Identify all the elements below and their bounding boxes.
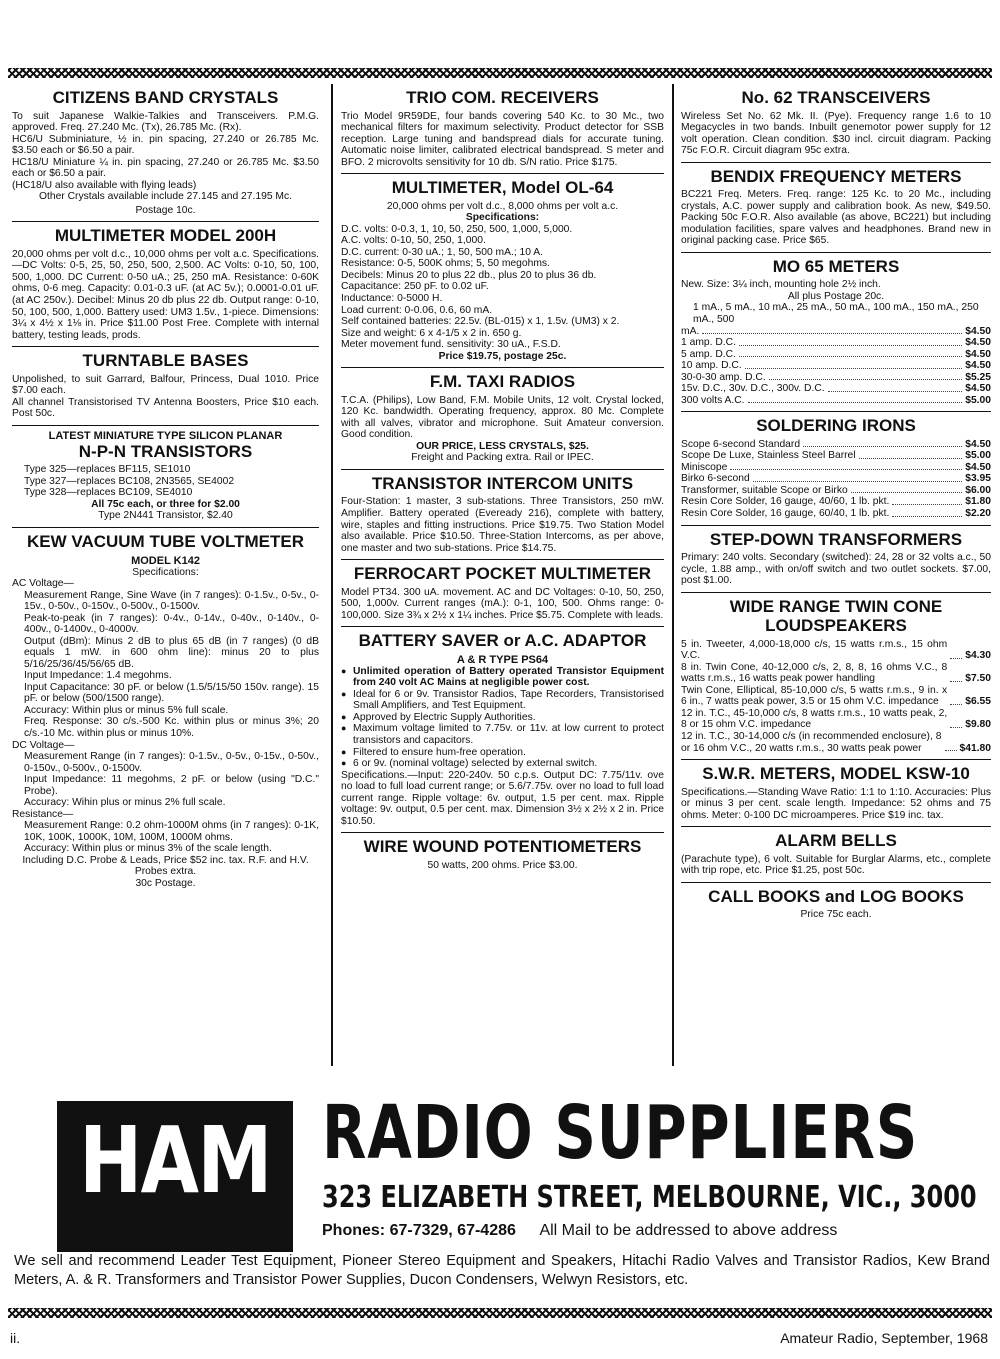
ad-title: CALL BOOKS and LOG BOOKS [708, 886, 964, 906]
ad-title: FERROCART POCKET MULTIMETER [353, 564, 652, 584]
ad-subtitle: LATEST MINIATURE TYPE SILICON PLANAR [48, 429, 283, 442]
ad-step-down-transformers [681, 526, 991, 593]
ad-title: TRIO COM. RECEIVERS [406, 88, 599, 107]
ad-text: Input Impedance: 1.4 megohms. [24, 670, 172, 682]
price-list [681, 439, 991, 520]
price-row [681, 450, 991, 462]
item-price: $4.50 [965, 360, 991, 372]
ad-trio-receivers [341, 84, 664, 174]
item-label: 12 in. T.C., 45-10,000 c/s, 8 watts r.m.s., 10 watts peak, 2, 8 or 15 ohm V.C. impedance [681, 707, 948, 731]
list-item: ● Approved by Electric Supply Authorities. [341, 712, 664, 724]
ad-title: MULTIMETER MODEL 200H [54, 226, 277, 246]
price-row [681, 496, 991, 508]
ad-citizens-band-crystals [12, 84, 319, 222]
ad-title: SOLDERING IRONS [756, 416, 916, 436]
ad-battery-saver [341, 627, 664, 833]
price-row [681, 731, 991, 754]
ad-text: Freight and Packing extra. Rail or IPEC. [411, 452, 594, 464]
ad-text: Measurement Range: 0.2 ohm-1000M ohms (in 7 ranges): 0-1K, 10K, 100K, 1000K, 10M, 100M, 1000M ohms. [24, 820, 319, 843]
ad-text: 50 watts, 200 ohms. Price $3.00. [427, 859, 578, 871]
ad-ferrocart-multimeter [341, 560, 664, 627]
phone-numbers: Phones: 67-7329, 67-4286 [322, 1222, 516, 1239]
item-label: 30-0-30 amp. D.C. [681, 371, 766, 383]
item-price: $7.50 [965, 673, 991, 685]
ad-title: MULTIMETER, Model OL-64 [391, 178, 614, 198]
ad-text: Specifications.—Input: 220-240v. 50 c.p.s. Output DC: 7.75/11v. ove no load to full load current range; or 5.6/7.75v. over no load to full load current range. Ripple voltage: 6v. output, 1.5 per cent. max. Ripple voltage: 9v. output, 0.5 per cent. max. Dimension 3½ x 2½ x 2 in. Price $10.50. [341, 769, 664, 827]
ad-text: Other Crystals available include 27.145 and 27.195 Mc. [39, 191, 292, 203]
ad-text: Peak-to-peak (in 7 ranges): 0-4v., 0-14v., 0-40v., 0-140v., 0-400v., 0-1400v., 0-4000v. [24, 612, 319, 636]
item-price: $4.50 [965, 438, 991, 450]
ad-text: Accuracy: Within plus or minus 3% of the scale length. [24, 843, 272, 855]
ad-subtitle: A & R TYPE PS64 [456, 653, 549, 666]
item-price: $9.80 [965, 719, 991, 731]
ad-text: Capacitance: 250 pF. to 0.02 uF. [341, 281, 489, 293]
ad-kew-vtvm [12, 528, 319, 894]
ad-mo65-meters [681, 253, 991, 412]
ad-text: (Parachute type), 6 volt. Suitable for Burglar Alarms, etc., complete with trip rope, etc. Price $1.25, post 50c. [681, 853, 991, 877]
ad-text: A.C. volts: 0-10, 50, 250, 1,000. [341, 235, 486, 247]
price-row [681, 462, 991, 474]
ad-title: WIRE WOUND POTENTIOMETERS [363, 837, 642, 857]
item-price: $5.00 [965, 394, 991, 406]
item-label: 5 in. Tweeter, 4,000-18,000 c/s, 15 watts r.m.s., 15 ohm V.C. [681, 638, 948, 662]
ad-text: Inductance: 0-5000 H. [341, 293, 443, 304]
item-price: $4.50 [965, 461, 991, 473]
ad-text: Accuracy: Within plus or minus 5% full scale. [24, 704, 229, 716]
price-row [681, 473, 991, 485]
list-item: ● Maximum voltage limited to 7.75v. or 11v. at low current to protect transistors and capacitors. [341, 723, 664, 746]
column-divider [672, 84, 674, 1066]
ad-text: Measurement Range (in 7 ranges): 0-1.5v., 0-5v., 0-15v., 0-50v., 0-150v., 0-500v., 0-1500v. [24, 751, 319, 774]
ad-text: Input Capacitance: 30 pF. or below (1.5/5/15/50 150v. range). 15 pF. or below (500/1500 range). [24, 681, 319, 705]
ad-text: Including D.C. Probe & Leads, Price $52 inc. tax. R.F. and H.V. Probes extra. [22, 854, 309, 878]
ad-title: STEP-DOWN TRANSFORMERS [709, 529, 963, 549]
ad-text: Freq. Response: 30 c/s.-500 Kc. within plus or minus 3%; 20 c/s.-10 Mc. within plus or minus 10%. [24, 716, 319, 739]
ad-text: Type 2N441 Transistor, $2.40 [98, 510, 233, 522]
ad-text: OUR PRICE, LESS CRYSTALS, $25. [416, 440, 589, 452]
ad-text: Decibels: Minus 20 to plus 22 db., plus 20 to plus 36 db. [341, 269, 597, 281]
price-row [681, 662, 991, 685]
ad-text: Resistance: 0-5, 500K ohms; 5, 50 megohms. [341, 258, 550, 270]
ad-text: Postage 10c. [135, 204, 196, 216]
ad-title: TRANSISTOR INTERCOM UNITS [371, 473, 634, 493]
ad-no62-transceivers [681, 84, 991, 163]
ad-text: Measurement Range, Sine Wave (in 7 ranges): 0-1.5v., 0-5v., 0-15v., 0-50v., 0-150v., 0-500v., 0-1500v. [24, 589, 319, 613]
item-price: $6.00 [965, 484, 991, 496]
item-label: Miniscope [681, 461, 728, 473]
ad-text: D.C. current: 0-30 uA.; 1, 50, 500 mA.; 10 A. [341, 246, 544, 258]
ad-swr-meters [681, 760, 991, 827]
ad-text: Load current: 0-0.06, 0.6, 60 mA. [341, 304, 493, 316]
ad-transistor-intercom [341, 470, 664, 560]
ad-text: Model PT34. 300 uA. movement. AC and DC Voltages: 0-10, 50, 250, 500, 1,000v. Current ranges (mA.): 0-1, 100, 500. Ohms range: 0-100,000. Size 3¾ x 2½ x 1¼ inches. Price $5.75. Complete with leads. [341, 586, 664, 621]
ad-title: S.W.R. METERS, MODEL KSW-10 [702, 764, 970, 784]
ad-text: Self contained batteries: 22.5v. (BL-015) x 1, 1.5v. (UM3) x 2. [341, 316, 620, 328]
ad-text: Type 325—replaces BF115, SE1010 [24, 464, 191, 476]
ad-text: To suit Japanese Walkie-Talkies and Transceivers. P.M.G. approved. Freq. 27.240 Mc. (Tx), 26.785 Mc. (Rx). [12, 110, 319, 134]
top-decorative-border [8, 68, 992, 78]
item-label: 1 amp. D.C. [681, 337, 736, 349]
ham-logo [57, 1101, 293, 1252]
journal-credit: Amateur Radio, September, 1968 [780, 1330, 988, 1346]
ad-text: Primary: 240 volts. Secondary (switched): 24, 28 or 32 volts a.c., 50 cycle, 1.88 amp., with on/off switch and two outlet sockets. $7.00, post $1.00. [681, 552, 991, 587]
ad-text: Specifications: [465, 212, 540, 224]
list-item: ● Ideal for 6 or 9v. Transistor Radios, Tape Recorders, Transistorised Small Amplifiers, and Test Equipment. [341, 689, 664, 712]
ad-fm-taxi-radios [341, 368, 664, 470]
item-label: 12 in. T.C., 30-14,000 c/s (in recommended enclosure), 8 or 16 ohm V.C., 20 watts r.m.s., 30 watts peak power [681, 731, 942, 754]
ad-text: All plus Postage 20c. [787, 290, 885, 302]
item-label: 8 in. Twin Cone, 40-12,000 c/s, 2, 8, 8, 16 ohms V.C., 8 watts r.m.s., 16 watts peak power handling [681, 661, 948, 685]
price-list [681, 639, 991, 754]
item-price: $4.30 [965, 650, 991, 662]
ad-text: Type 328—replaces BC109, SE4010 [24, 487, 193, 499]
ad-text: T.C.A. (Philips), Low Band, F.M. Mobile Units, 12 volt. Crystal locked, 120 Kc. bandwidth. Operating frequency, approx. 80 Mc. Complete with all valves, vibrator and microphone. Suit Amateur conversion. Good condition. [341, 394, 664, 441]
ad-title: BATTERY SAVER or A.C. ADAPTOR [358, 631, 647, 651]
ad-text: DC Voltage— [12, 739, 75, 751]
item-price: $5.00 [965, 450, 991, 462]
price-row [681, 383, 991, 395]
item-price: $5.25 [965, 371, 991, 383]
ad-wire-wound-pots [341, 833, 664, 876]
ad-turntable-bases [12, 347, 319, 426]
ad-subtitle: MODEL K142 [131, 554, 200, 567]
ad-call-books [681, 883, 991, 926]
item-label: mA. [681, 325, 700, 337]
column-middle [341, 84, 664, 876]
ad-text: BC221 Freq. Meters. Freq. range: 125 Kc. to 20 Mc., including crystals, A.C. power supply and calibration book. As new, $49.50. Packing 50c F.O.R. Also available (as above, BC221) but including modulation facilities, spare valves and headphones. Brand new in original packing case. Price $65. [681, 189, 991, 247]
ad-title: ALARM BELLS [775, 831, 897, 851]
ad-title: No. 62 TRANSCEIVERS [741, 88, 931, 107]
ad-multimeter-ol64 [341, 174, 664, 368]
ad-soldering-irons [681, 412, 991, 525]
mail-note: All Mail to be addressed to above address [539, 1222, 838, 1239]
item-price: $4.50 [965, 337, 991, 349]
page-number: ii. [10, 1330, 21, 1346]
ad-multimeter-200h [12, 222, 319, 347]
we-sell-text: We sell and recommend Leader Test Equipment, Pioneer Stereo Equipment and Speakers, Hitachi Radio Valves and Transistor Radios, Kew Brand Meters, A. & R. Transformers and Transistor Power Supplies, Ducon Condensers, Welwyn Resistors, etc. [14, 1253, 990, 1288]
ad-text: Input Impedance: 11 megohms, 2 pF. or below (using "D.C." Probe). [24, 774, 319, 797]
ad-text: Size and weight: 6 x 4-1/5 x 2 in. 650 g. [341, 327, 522, 339]
ad-text: All 75c each, or three for $2.00 [91, 498, 240, 510]
price-row [681, 349, 991, 361]
ad-text: (HC18/U also available with flying leads) [12, 179, 197, 191]
price-row [681, 685, 991, 708]
item-price: $41.80 [959, 742, 991, 754]
item-price: $2.20 [965, 508, 991, 519]
price-row [681, 337, 991, 349]
ad-title: WIDE RANGE TWIN CONE LOUDSPEAKERS [729, 596, 943, 636]
item-price: $3.95 [965, 473, 991, 485]
ad-text: 20,000 ohms per volt d.c., 10,000 ohms per volt a.c. Specifications.—DC Volts: 0-5, 25, 50, 250, 500, 2,500. AC Volts: 0-10, 50, 100, 500, 1,000. DC Current: 0-50 uA.; 25, 250 mA. Resistance: 0-60K ohms, 0-6 meg. Capacity: 0.01-0.3 uF. (at AC 5v.); 0.0001-0.01 uF. (at AC 250v.). Decibel: Minus 20 db plus 22 db. Output range: 0-10, 50, 100, 500, 1,000. Battery used: UM3 1.5v., 1-piece. Dimensions: 3¼ x 4½ x 1⅛ in. Price $11.00 Post Free. Complete with internal battery, testing leads, prods. [12, 248, 319, 341]
ad-alarm-bells [681, 827, 991, 883]
ad-text: 20,000 ohms per volt d.c., 8,000 ohms per volt a.c. [386, 200, 619, 212]
ad-npn-transistors [12, 426, 319, 528]
price-row [681, 360, 991, 372]
price-list [681, 326, 991, 407]
item-label: Birko 6-second [681, 473, 750, 485]
item-price: $1.80 [965, 496, 991, 508]
price-row [681, 372, 991, 384]
ad-title: TURNTABLE BASES [82, 351, 249, 371]
ad-title: BENDIX FREQUENCY METERS [710, 166, 962, 186]
price-row [681, 439, 991, 451]
price-row [681, 708, 991, 731]
ad-text: Wireless Set No. 62 Mk. II. (Pye). Frequency range 1.6 to 10 Megacycles in two bands. Inbuilt genemotor power supply for 12 volt operation. Clean condition. $30 incl. circuit diagram. Packing 75c F.O.R. Circuit diagram 95c extra. [681, 110, 991, 157]
ad-twin-cone-loudspeakers [681, 593, 991, 760]
price-row [681, 326, 991, 338]
item-label: Scope De Luxe, Stainless Steel Barrel [681, 450, 856, 462]
column-left [12, 84, 319, 894]
column-right [681, 84, 991, 926]
ad-text: 1 mA., 5 mA., 10 mA., 25 mA., 50 mA., 100 mA., 150 mA., 250 mA., 500 [693, 302, 979, 326]
ad-title: CITIZENS BAND CRYSTALS [52, 88, 279, 107]
ad-text: Accuracy: Wihin plus or minus 2% full scale. [24, 797, 226, 809]
price-row [681, 639, 991, 662]
ad-text: 30c Postage. [135, 877, 196, 889]
ad-text: HC6/U Subminiature, ½ in. pin spacing, 27.240 or 26.785 Mc. $3.50 each or $6.50 a pair. [12, 133, 319, 157]
list-item: ● 6 or 9v. (nominal voltage) selected by external switch. [341, 758, 664, 770]
item-price: $4.50 [965, 325, 991, 337]
item-label: Twin Cone, Elliptical, 85-10,000 c/s, 5 watts r.m.s., 9 in. x 6 in., 7 watts peak power, 3.5 or 15 ohm V.C. impedance [681, 684, 948, 708]
ad-text: AC Voltage— [12, 578, 74, 590]
item-label: Resin Core Solder, 16 gauge, 40/60, 1 lb. pkt. [681, 496, 890, 508]
ad-bendix-frequency-meters [681, 163, 991, 253]
ad-title: MO 65 METERS [772, 256, 900, 276]
column-divider [331, 84, 333, 1066]
price-row [681, 508, 991, 520]
ad-text: Specifications: [132, 566, 199, 578]
item-label: 300 volts A.C. [681, 394, 745, 406]
ad-text: D.C. volts: 0-0.3, 1, 10, 50, 250, 500, 1,000, 5,000. [341, 223, 573, 235]
item-label: 10 amp. D.C. [681, 360, 742, 372]
ad-text: Trio Model 9R59DE, four bands covering 540 Kc. to 30 Mc., two mechanical filters for maximum selectivity. Product detector for SSB reception. Large tuning and bandspread dials for accurate tuning. Automatic noise limiter, calibrated electrical bandspread. S meter and BFO. 2 microvolts sensitivity for 10 db. S/N ratio. Price $175. [341, 110, 664, 168]
price-row [681, 395, 991, 407]
company-name: RADIO SUPPLIERS [322, 1090, 919, 1176]
item-label: 15v. D.C., 30v. D.C., 300v. D.C. [681, 383, 825, 395]
feature-list [341, 666, 664, 770]
ad-title: KEW VACUUM TUBE VOLTMETER [26, 532, 305, 551]
item-price: $4.50 [965, 383, 991, 395]
ad-text: Specifications.—Standing Wave Ratio: 1:1 to 1:10. Accuracies: Plus or minus 3 per cent. scale length. Impedance: 52 ohms and 75 ohms. Meter: 0-100 DC microamperes. Price $19 inc. tax. [681, 786, 991, 821]
item-label: 5 amp. D.C. [681, 348, 736, 360]
ad-text: Price 75c each. [800, 909, 872, 921]
ad-text: Four-Station: 1 master, 3 sub-stations. Three Transistors, 250 mW. Amplifier. Battery operated (Eveready 216), complete with battery, wire, staples and fitting instructions. Price $19.75. Two Station Model also available. Price $10.50. Three-Station Intercoms, as per above, one master and two sub-stations. Price $14.75. [341, 496, 664, 554]
list-item: ● Filtered to ensure hum-free operation. [341, 747, 664, 759]
ad-text: Output (dBm): Minus 2 dB to plus 65 dB (in 7 ranges) (0 dB equals 1 mW. in 600 ohm line): minus 20 to plus 5/16/25/36/45/56/65 dB. [24, 635, 319, 670]
ad-title: F.M. TAXI RADIOS [429, 372, 576, 392]
list-item: ● Unlimited operation of Battery operated Transistor Equipment from 240 volt AC Mains at negligible power cost. [341, 666, 664, 689]
item-label: Scope 6-second Standard [681, 438, 801, 450]
company-address: 323 ELIZABETH STREET, MELBOURNE, VIC., 3000 [322, 1180, 977, 1215]
ad-text: New. Size: 3¼ inch, mounting hole 2½ inch. [681, 279, 881, 291]
ad-text: Unpolished, to suit Garrard, Balfour, Princess, Dual 1010. Price $7.00 each. [12, 373, 319, 397]
ad-text: Resistance— [12, 808, 74, 820]
price-row [681, 485, 991, 497]
ad-text: HC18/U Miniature ¼ in. pin spacing, 27.240 or 26.785 Mc. $3.50 each or $6.50 a pair. [12, 156, 319, 180]
ad-text: All channel Transistorised TV Antenna Boosters, Price $10 each. Post 50c. [12, 396, 319, 420]
ad-title: N-P-N TRANSISTORS [78, 441, 253, 461]
contact-line [322, 1222, 837, 1240]
item-label: Resin Core Solder, 16 gauge, 60/40, 1 lb. pkt. [681, 508, 890, 519]
bottom-decorative-border [8, 1308, 992, 1318]
ad-text: Type 327—replaces BC108, 2N3565, SE4002 [24, 475, 235, 487]
item-label: Transformer, suitable Scope or Birko [681, 484, 848, 496]
ad-text: Price $19.75, postage 25c. [438, 350, 567, 362]
item-price: $4.50 [965, 348, 991, 360]
item-price: $6.55 [965, 696, 991, 708]
ad-text: Meter movement fund. sensitivity: 30 uA., F.S.D. [341, 339, 561, 351]
ham-logo-text: HAM [79, 1107, 271, 1214]
